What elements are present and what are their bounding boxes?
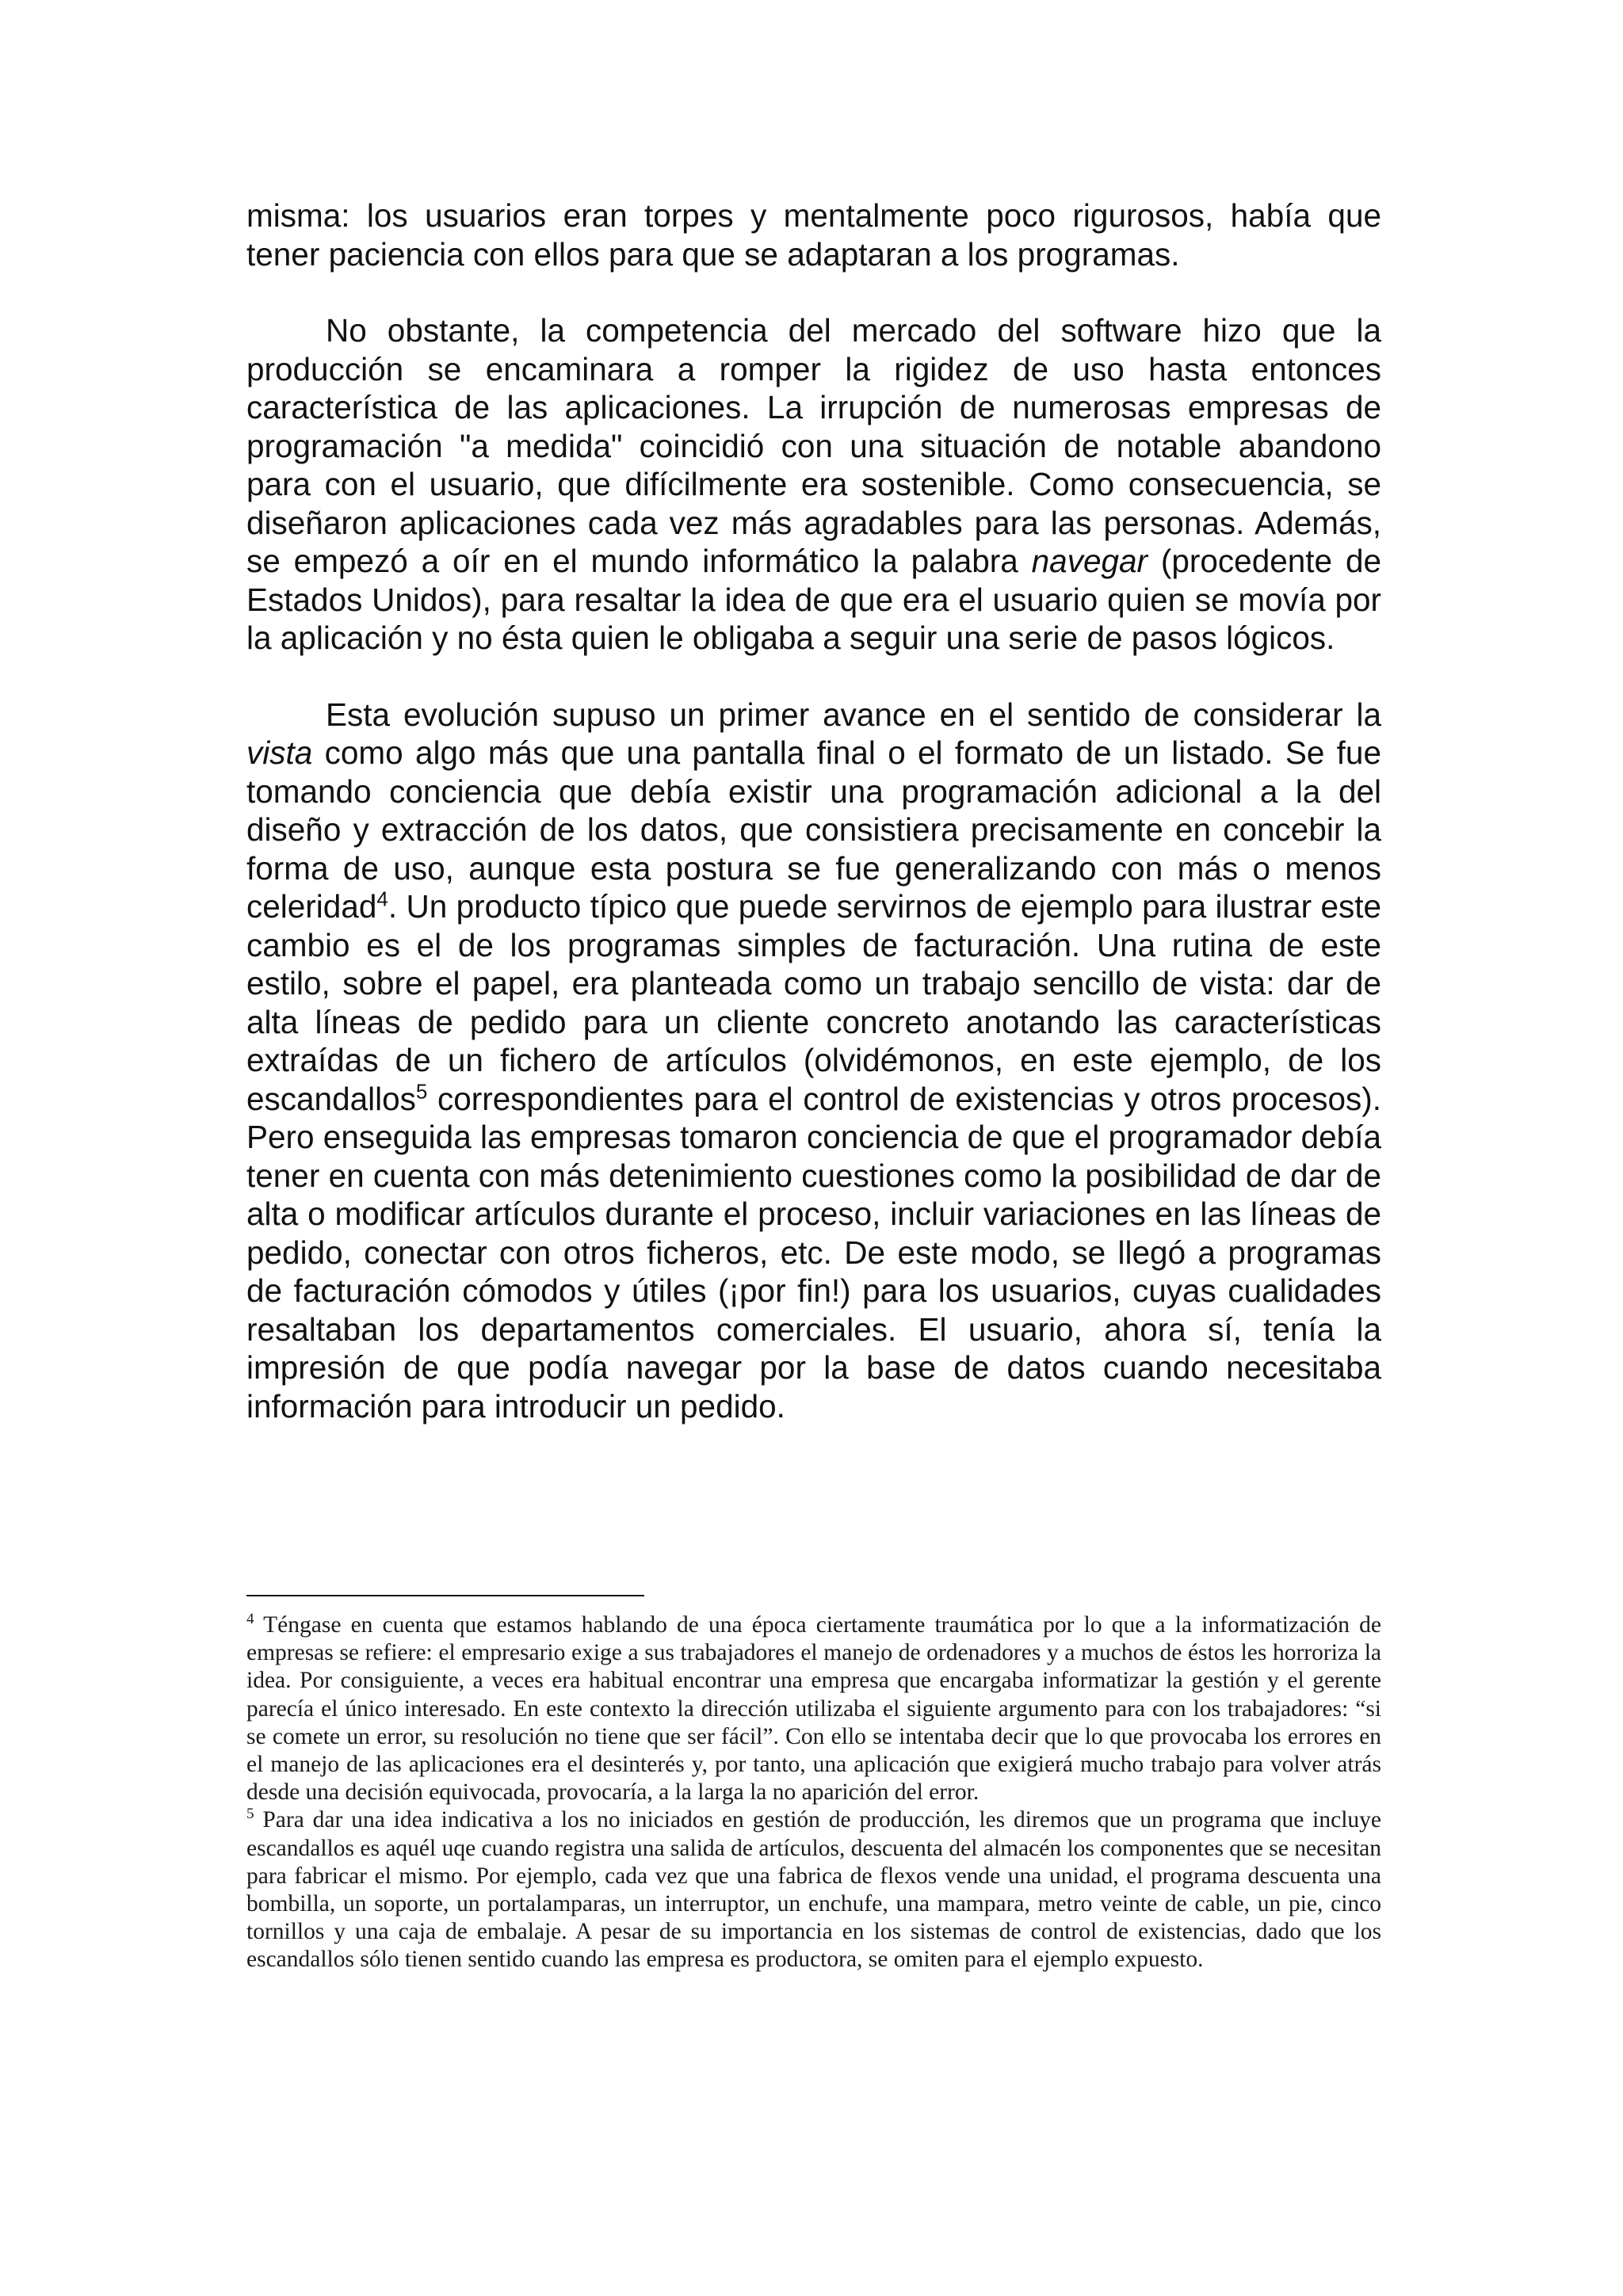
paragraph-2-italic: navegar [1031,543,1148,579]
footnote-mark: 4 [246,1611,254,1628]
footnote-text: Téngase en cuenta que estamos hablando de una época ciertamente traumática por lo que a la informatización de empresas se refiere: el empresario exige a sus trabajadores el manejo de ordenadores y a muchos de éstos les horroriza la idea. Por consiguiente, a veces era habitual encontrar una empresa que encargaba informatizar la gestión y el gerente parecía el único interesado. En este contexto la dirección utilizaba el siguiente argumento para con los trabajadores: “si se comete un error, su resolución no tiene que ser fácil”. Con ello se intentaba decir que lo que provocaba los errores en el manejo de las aplicaciones era el desinterés y, por tanto, una aplicación que exigierá mucho trabajo para volver atrás desde una decisión equivocada, provocaría, a la larga la no aparición del error. [246,1612,1381,1806]
paragraph-3 [246,696,1381,1426]
paragraph-2 [246,311,1381,658]
main-text [246,196,1381,1425]
paragraph-1 [246,196,1381,273]
footnote-divider [246,1595,644,1596]
paragraph-3-text-b: como algo más que una pantalla final o el formato de un listado. Se fue tomando conciencia que debía existir una programación adicional a la del diseño y extracción de los datos, que consistiera precisamente en concebir la forma de uso, aunque esta postura se fue generalizando con más o menos celeridad [246,734,1381,925]
paragraph-2-text-b: (procedente de Estados Unidos), para resaltar la idea de que era el usuario quien se movía por la aplicación y no ésta quien le obligaba a seguir una serie de pasos lógicos. [246,543,1381,656]
footnotes [246,1611,1381,1974]
footnote-4 [246,1611,1381,1806]
paragraph-3-text-c: . Un producto típico que puede servirnos de ejemplo para ilustrar este cambio es el de los programas simples de facturación. Una rutina de este estilo, sobre el papel, era planteada como un trabajo sencillo de vista: dar de alta líneas de pedido para un cliente concreto anotando las características extraídas de un fichero de artículos (olvidémonos, en este ejemplo, de los escandallos [246,888,1381,1117]
footnote-ref-5[interactable]: 5 [415,1079,428,1103]
footnote-text: Para dar una idea indicativa a los no iniciados en gestión de producción, les diremos que un programa que incluye escandallos es aquél uqe cuando registra una salida de artículos, descuenta del almacén los componentes que se necesitan para fabricar el mismo. Por ejemplo, cada vez que una fabrica de flexos vende una unidad, el programa descuenta una bombilla, un soporte, un portalamparas, un interruptor, un enchufe, una mampara, metro veinte de cable, un pie, cinco tornillos y una caja de embalaje. A pesar de su importancia en los sistemas de control de existencias, dado que los escandallos sólo tienen sentido cuando las empresa es productora, se omiten para el ejemplo expuesto. [246,1807,1381,1973]
paragraph-3-text-d: correspondientes para el control de existencias y otros procesos). Pero enseguida las empresas tomaron conciencia de que el programador debía tener en cuenta con más detenimiento cuestiones como la posibilidad de dar de alta o modificar artículos durante el proceso, incluir variaciones en las líneas de pedido, conectar con otros ficheros, etc. De este modo, se llegó a programas de facturación cómodos y útiles (¡por fin!) para los usuarios, cuyas cualidades resaltaban los departamentos comerciales. El usuario, ahora sí, tenía la impresión de que podía navegar por la base de datos cuando necesitaba información para introducir un pedido. [246,1080,1381,1425]
footnote-mark: 5 [246,1806,254,1823]
footnote-5 [246,1806,1381,1974]
paragraph-2-text-a: No obstante, la competencia del mercado del software hizo que la producción se encaminara a romper la rigidez de uso hasta entonces característica de las aplicaciones. La irrupción de numerosas empresas de programación "a medida" coincidió con una situación de notable abandono para con el usuario, que difícilmente era sostenible. Como consecuencia, se diseñaron aplicaciones cada vez más agradables para las personas. Además, se empezó a oír en el mundo informático la palabra [246,312,1381,579]
paragraph-3-italic: vista [246,734,313,771]
footnote-ref-4[interactable]: 4 [376,887,388,911]
paragraph-3-text-a: Esta evolución supuso un primer avance en el sentido de considerar la [326,696,1381,733]
paragraph-1-text: misma: los usuarios eran torpes y mentalmente poco rigurosos, había que tener paciencia con ellos para que se adaptaran a los programas. [246,197,1381,273]
